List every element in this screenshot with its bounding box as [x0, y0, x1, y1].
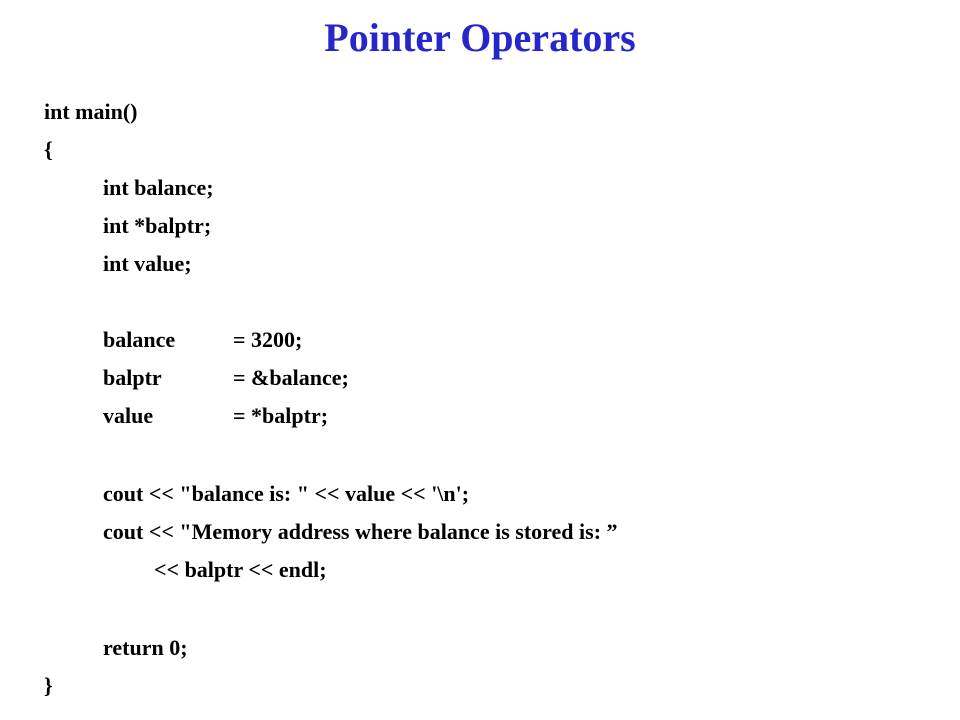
assign-balptr-name: balptr — [103, 365, 162, 390]
code-line-return: return 0; — [103, 635, 188, 660]
code-line-main-signature: int main() — [44, 99, 138, 124]
assign-value-name: value — [103, 403, 154, 428]
assign-balance-expr: = 3200; — [233, 327, 303, 352]
code-line-cout-memory: cout << "Memory address where balance is stored is: ” — [103, 519, 618, 544]
code-line-decl-balance: int balance; — [103, 175, 214, 200]
slide-title: Pointer Operators — [324, 15, 636, 60]
assign-balptr-expr: = &balance; — [233, 365, 349, 390]
code-line-decl-value: int value; — [103, 251, 192, 276]
code-line-cout-balance: cout << "balance is: " << value << '\n'; — [103, 481, 470, 506]
code-line-close-brace: } — [44, 673, 53, 698]
code-line-cout-memory-cont: << balptr << endl; — [154, 557, 327, 582]
assign-value-expr: = *balptr; — [233, 403, 329, 428]
code-line-open-brace: { — [44, 137, 53, 162]
assign-balance-name: balance — [103, 327, 176, 352]
code-line-decl-balptr: int *balptr; — [103, 213, 212, 238]
code-line-assign-value — [103, 402, 503, 486]
